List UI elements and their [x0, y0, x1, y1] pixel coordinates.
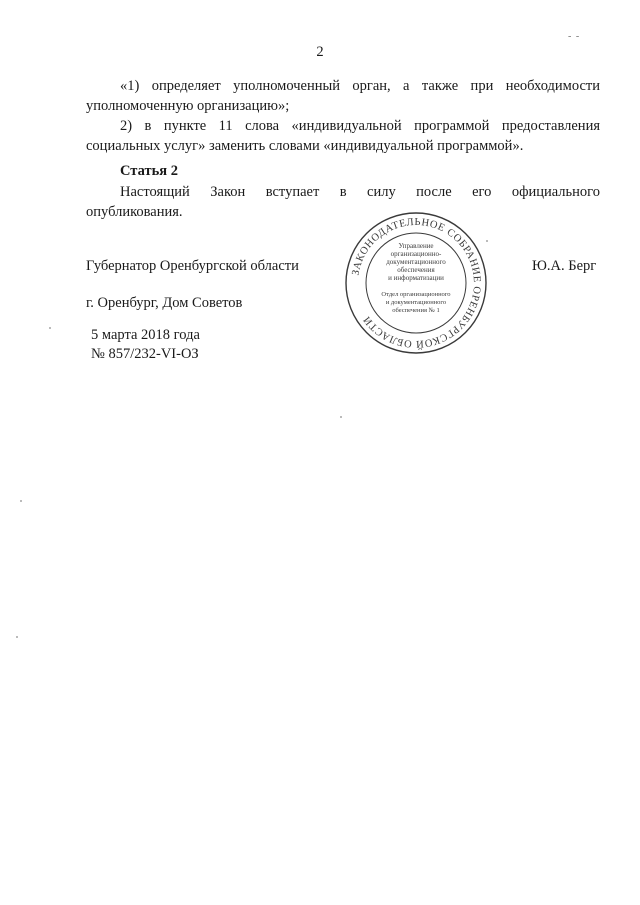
svg-text:обеспечения: обеспечения [397, 266, 435, 274]
svg-text:обеспечения № 1: обеспечения № 1 [392, 307, 440, 314]
stamp-ring-text: ЗАКОНОДАТЕЛЬНОЕ СОБРАНИЕ ОРЕНБУРГСКОЙ ОБЛАСТИ [350, 216, 483, 350]
paragraph-1-line-2: уполномоченную организацию»; [86, 98, 290, 114]
law-number: № 857/232-VI-ОЗ [91, 346, 199, 362]
svg-text:Отдел организационного: Отдел организационного [381, 291, 451, 298]
svg-text:и документационного: и документационного [385, 299, 447, 306]
svg-text:организационно-: организационно- [390, 250, 442, 258]
paragraph-1-line-1: «1) определяет уполномоченный орган, а также при необходимости [120, 78, 600, 94]
signing-place: г. Оренбург, Дом Советов [86, 295, 243, 311]
svg-text:Управление: Управление [398, 242, 434, 250]
signatory-position: Губернатор Оренбургской области [86, 258, 299, 274]
page-number: 2 [316, 44, 324, 60]
stamp-inner-text [381, 242, 450, 314]
official-stamp [343, 210, 489, 356]
scan-speck [49, 327, 51, 329]
top-margin-mark: - - [568, 31, 581, 42]
article-heading: Статья 2 [120, 163, 178, 179]
scan-speck [486, 240, 488, 242]
paragraph-3-line-1: Настоящий Закон вступает в силу после его официального [120, 184, 600, 200]
paragraph-2-line-2: социальных услуг» заменить словами «индивидуальной программой». [86, 138, 524, 154]
signing-date: 5 марта 2018 года [91, 327, 200, 343]
scan-speck [20, 500, 22, 502]
scan-speck [16, 636, 18, 638]
paragraph-3-line-2: опубликования. [86, 204, 183, 220]
paragraph-2-line-1: 2) в пункте 11 слова «индивидуальной программой предоставления [120, 118, 600, 134]
svg-text:и информатизации: и информатизации [388, 274, 444, 282]
signatory-name: Ю.А. Берг [532, 258, 597, 274]
scan-speck [340, 416, 342, 418]
svg-text:документационного: документационного [386, 258, 446, 266]
